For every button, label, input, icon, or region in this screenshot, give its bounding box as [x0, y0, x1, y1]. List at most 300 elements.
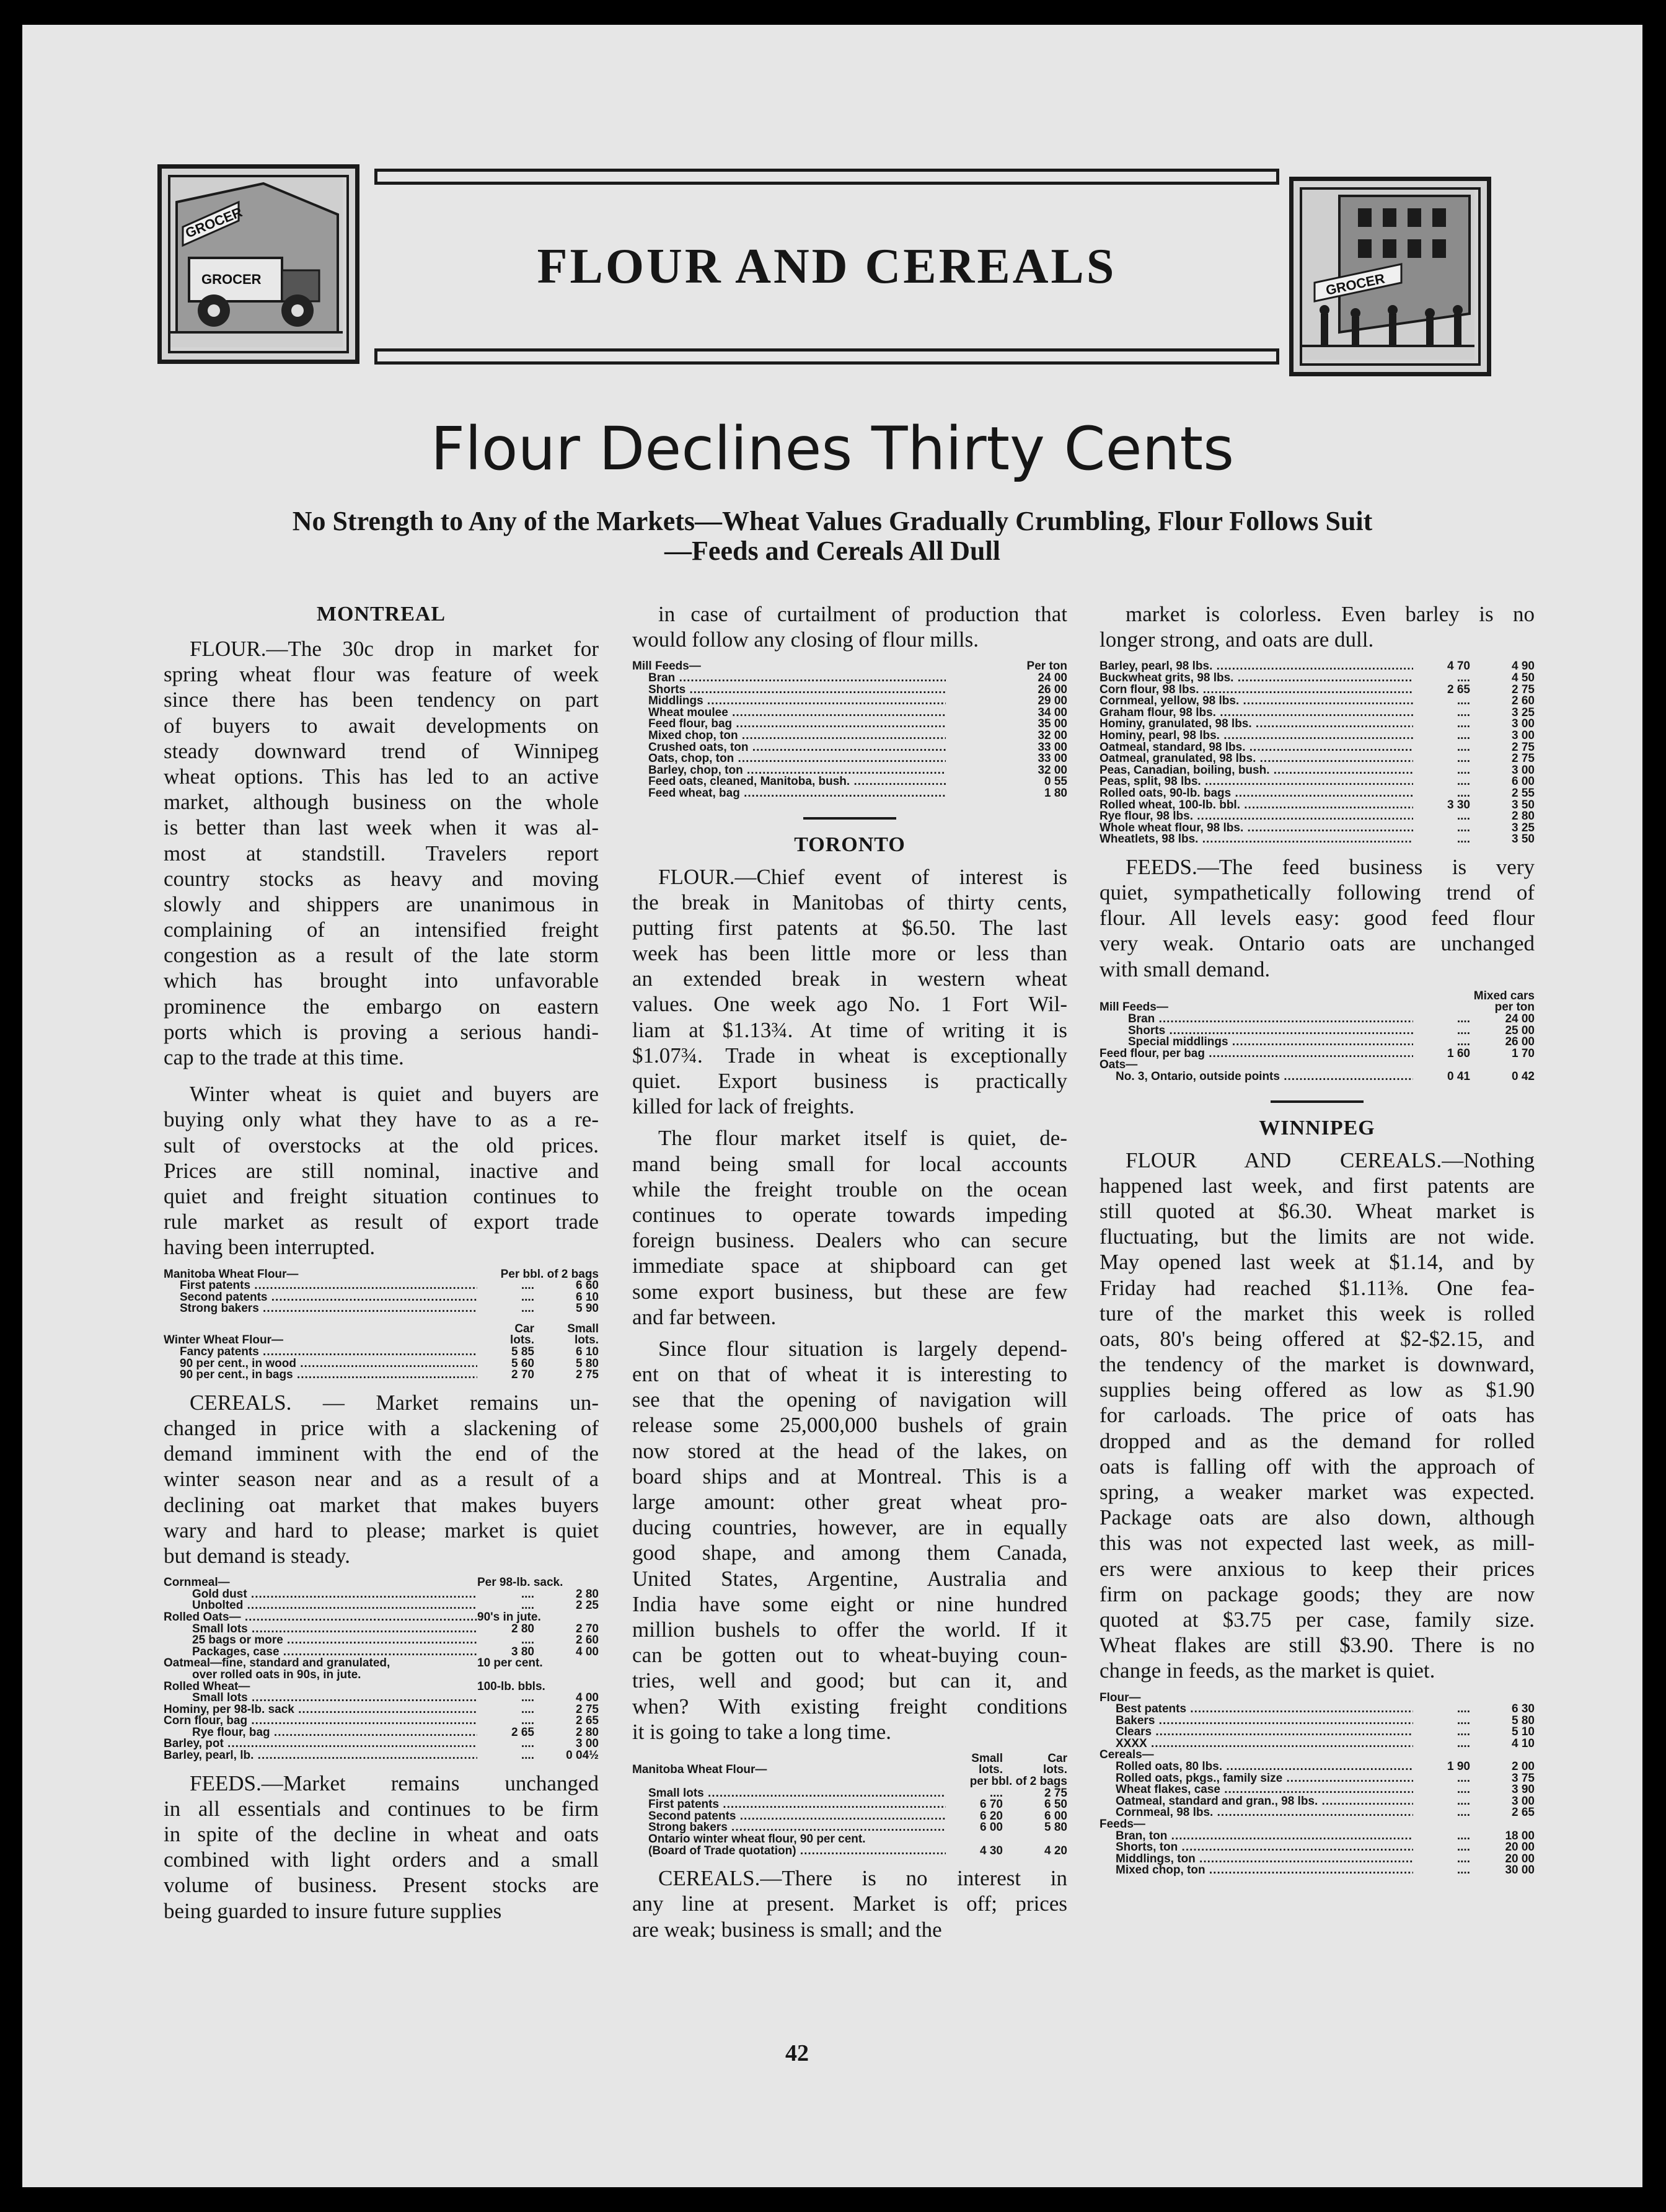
- row-value-2: 0 55: [1044, 775, 1067, 789]
- text-line: liam at $1.13¾. At time of writing it is: [632, 1017, 1067, 1042]
- row-value-1: [946, 719, 1003, 730]
- table-row: [632, 742, 1067, 754]
- row-label: Clears .....: [1100, 1727, 1413, 1738]
- text-line: the tendency of the market is downward,: [1100, 1352, 1535, 1377]
- text-line: combined with light orders and a small: [164, 1847, 599, 1872]
- row-label: Rolled Oats— .....: [164, 1612, 477, 1624]
- table-row: [1100, 811, 1535, 823]
- text-line: happened last week, and first patents are: [1100, 1173, 1535, 1198]
- text-line: with small demand.: [1100, 957, 1271, 981]
- text-line: can be gotten out to wheat-buying coun-: [632, 1643, 1067, 1668]
- text-line: still quoted at $6.30. Wheat market is: [1100, 1198, 1535, 1223]
- row-value-1: Per 98-lb. sack.: [477, 1576, 563, 1590]
- row-value-1: 5 85: [511, 1345, 534, 1359]
- table-row: [1100, 1704, 1535, 1715]
- text-line: which has brought into unfavorable: [164, 968, 599, 993]
- text-line: the break in Manitobas of thirty cents,: [632, 890, 1067, 914]
- row-value-1: ....: [1457, 775, 1470, 789]
- table-row: [164, 1658, 599, 1670]
- row-value-2: [534, 1670, 599, 1681]
- row-label: Wheat flakes, case .....: [1100, 1784, 1413, 1796]
- text-line: wheat options. This has led to an active: [164, 764, 599, 789]
- text-line: rule market as result of export trade: [164, 1210, 599, 1234]
- row-value-1: [946, 753, 1003, 765]
- row-value-1: ....: [1457, 786, 1470, 800]
- row-label: Whole wheat flour, 98 lbs. .....: [1100, 823, 1413, 834]
- text-line: continues to operate towards impeding: [632, 1202, 1067, 1227]
- grocer-sign-store: GROCER: [1324, 270, 1386, 298]
- row-label: First patents .....: [632, 1799, 946, 1811]
- text-line: quiet, sympathetically following trend of: [1100, 880, 1535, 905]
- row-value-2: 4 20: [1044, 1844, 1067, 1857]
- row-label: Unbolted .....: [164, 1600, 477, 1612]
- table-col-header: Car: [514, 1322, 534, 1335]
- row-label: Corn flour, 98 lbs. .....: [1100, 684, 1413, 696]
- row-value-2: 2 75: [576, 1368, 599, 1382]
- text-line: quiet and freight situation continues to: [164, 1183, 599, 1208]
- text-line: but demand is steady.: [164, 1543, 351, 1568]
- row-value-1: ....: [521, 1737, 534, 1751]
- row-label: Oatmeal, granulated, 98 lbs. .....: [1100, 753, 1413, 765]
- row-label: Small lots .....: [164, 1692, 477, 1704]
- table-row: [632, 707, 1067, 719]
- text-line: slowly and shippers are unanimous in: [164, 891, 599, 916]
- text-line: market is colorless. Even barley is no: [1126, 602, 1535, 626]
- row-value-1: [946, 673, 1003, 684]
- row-label: Special middlings .....: [1100, 1037, 1413, 1048]
- text-line: $1.07¾. Trade in wheat is exceptionally: [632, 1043, 1067, 1068]
- table-row: [164, 1577, 599, 1589]
- row-label: Packages, case .....: [164, 1647, 477, 1658]
- row-value-1: ....: [1457, 1714, 1470, 1727]
- row-label: Shorts .....: [632, 684, 946, 696]
- row-label: Feed oats, cleaned, Manitoba, bush. .....: [632, 776, 946, 788]
- row-value-2: 26 00: [1505, 1035, 1535, 1049]
- text-line: while the freight trouble on the ocean: [632, 1177, 1067, 1201]
- row-value-1: ....: [1457, 833, 1470, 846]
- table-row: [1100, 1819, 1535, 1831]
- row-value-1: 2 70: [511, 1368, 534, 1382]
- table-row: [632, 1846, 1067, 1857]
- row-label: Cornmeal—: [164, 1577, 230, 1589]
- text-line: dropped and as the demand for rolled: [1100, 1428, 1535, 1453]
- text-line: immediate space at shipboard can get: [632, 1254, 1067, 1278]
- row-value-2: 3 00: [1512, 763, 1535, 777]
- row-value-2: 0 42: [1512, 1069, 1535, 1083]
- grocer-truck-illustration: [157, 164, 359, 364]
- text-line: fluctuating, but the limits are not wide.: [1100, 1224, 1535, 1249]
- row-value-2: 3 00: [1512, 1794, 1535, 1808]
- row-value-2: 6 30: [1512, 1702, 1535, 1716]
- row-label: Barley, pearl, 98 lbs. .....: [1100, 661, 1413, 673]
- row-label: Mixed chop, ton .....: [1100, 1865, 1413, 1877]
- row-value-2: 1 80: [1044, 786, 1067, 800]
- row-value-1: ....: [1457, 1852, 1470, 1865]
- text-line: would follow any closing of flour mills.: [632, 627, 979, 652]
- truck-icon: [170, 177, 343, 347]
- text-line: being guarded to insure future supplies: [164, 1898, 502, 1923]
- row-value-1: ....: [1457, 810, 1470, 823]
- row-value-2: 2 80: [576, 1587, 599, 1601]
- row-label: Barley, chop, ton .....: [632, 765, 946, 777]
- row-value-2: 2 70: [576, 1622, 599, 1635]
- row-value-2: 2 80: [1512, 810, 1535, 823]
- text-line: FEEDS.—The feed business is very: [1126, 854, 1535, 879]
- table-col-header: Small: [567, 1322, 599, 1335]
- row-label: Peas, Canadian, boiling, bush. .....: [1100, 765, 1413, 777]
- row-label: Oats—: [1100, 1060, 1138, 1071]
- row-value-1: [946, 788, 1003, 800]
- row-value-2: 29 00: [1038, 694, 1067, 708]
- row-value-1: 2 65: [1447, 683, 1470, 696]
- toronto-cereals-table: [1100, 661, 1535, 846]
- text-line: CEREALS.—There is no interest in: [658, 1866, 1067, 1891]
- row-value-1: [946, 684, 1003, 696]
- row-label: Peas, split, 98 lbs. .....: [1100, 776, 1413, 788]
- table-row: [632, 788, 1067, 800]
- row-value-1: 5 60: [511, 1356, 534, 1370]
- row-value-1: ....: [1457, 1035, 1470, 1049]
- row-value-2: 3 50: [1512, 798, 1535, 812]
- text-line: flour. All levels easy: good feed flour: [1100, 906, 1535, 931]
- row-label: Small lots .....: [164, 1624, 477, 1635]
- row-value-1: ....: [1457, 1725, 1470, 1739]
- text-line: FEEDS.—Market remains unchanged: [190, 1771, 599, 1795]
- text-line: FLOUR.—Chief event of interest is: [658, 864, 1067, 889]
- banner-bottom-rule: [374, 348, 1279, 365]
- text-line: when? With existing freight conditions: [632, 1694, 1067, 1719]
- table-col-header: per ton: [1494, 1001, 1535, 1014]
- table-row: [632, 1834, 1067, 1846]
- row-value-2: 2 75: [576, 1702, 599, 1716]
- montreal-heading: MONTREAL: [316, 603, 446, 626]
- row-label: Cereals—: [1100, 1750, 1154, 1762]
- text-line: most at standstill. Travelers report: [164, 841, 599, 865]
- row-value-2: 4 50: [1512, 671, 1535, 684]
- text-line: large amount: other great wheat pro-: [632, 1490, 1067, 1514]
- table-row: [1100, 1865, 1535, 1877]
- text-line: ers were anxious to keep their prices: [1100, 1556, 1535, 1581]
- row-value-1: [946, 776, 1003, 788]
- table-row: [1100, 1738, 1535, 1750]
- row-value-2: 1 70: [1512, 1046, 1535, 1060]
- row-value-2: 34 00: [1038, 706, 1067, 719]
- row-value-1: 1 90: [1447, 1760, 1470, 1774]
- table-row: [1100, 834, 1535, 846]
- row-label: 90 per cent., in wood .....: [164, 1358, 477, 1370]
- row-value-1: ....: [1457, 1783, 1470, 1797]
- row-value-2: 2 75: [1044, 1786, 1067, 1800]
- table-row: [632, 696, 1067, 707]
- row-value-2: 6 00: [1044, 1809, 1067, 1823]
- montreal-feeds-paragraph: [164, 1771, 599, 1924]
- row-label: Oatmeal, standard, 98 lbs. .....: [1100, 742, 1413, 754]
- table-row: [164, 1692, 599, 1704]
- section-divider: [1271, 1100, 1364, 1103]
- row-value-1: ....: [1457, 1864, 1470, 1877]
- row-value-2: 3 75: [1512, 1771, 1535, 1785]
- row-label: (Board of Trade quotation) .....: [632, 1846, 946, 1857]
- text-line: oats, 80's being offered at $2-$2.15, and: [1100, 1326, 1535, 1351]
- text-line: FLOUR AND CEREALS.—Nothing: [1126, 1148, 1535, 1172]
- row-value-2: 6 50: [1044, 1798, 1067, 1812]
- row-value-1: ....: [1457, 1012, 1470, 1025]
- text-line: spring wheat flour was feature of week: [164, 662, 599, 687]
- text-line: are weak; business is small; and the: [632, 1917, 942, 1942]
- table-col-header: lots.: [1042, 1763, 1067, 1777]
- text-line: spring, a weaker market was expected.: [1100, 1480, 1535, 1504]
- row-value-2: 4 00: [576, 1691, 599, 1705]
- row-value-1: ....: [1457, 740, 1470, 754]
- table-row: [632, 684, 1067, 696]
- row-value-2: 24 00: [1038, 671, 1067, 684]
- row-label: Second patents .....: [164, 1292, 477, 1304]
- row-value-1: ....: [1457, 1702, 1470, 1716]
- row-label: Mixed chop, ton .....: [632, 730, 946, 742]
- table-row: [1100, 1761, 1535, 1773]
- text-line: India have some eight or nine hundred: [632, 1591, 1067, 1616]
- row-label: Ontario winter wheat flour, 90 per cent.: [648, 1834, 866, 1846]
- text-line: changed in price with a slackening of: [164, 1416, 599, 1441]
- table-row: [164, 1670, 599, 1681]
- table-row: [164, 1280, 599, 1292]
- row-label: Gold dust .....: [164, 1589, 477, 1601]
- table-row: [632, 753, 1067, 765]
- row-value-2: 2 00: [1512, 1760, 1535, 1774]
- text-line: values. One week ago No. 1 Fort Wil-: [632, 992, 1067, 1017]
- row-value-2: 2 25: [576, 1599, 599, 1613]
- row-label: Rye flour, 98 lbs. .....: [1100, 811, 1413, 823]
- row-label: Fancy patents .....: [164, 1347, 477, 1358]
- table-row: [632, 776, 1067, 788]
- row-value-1: [477, 1670, 534, 1681]
- row-label: Crushed oats, ton .....: [632, 742, 946, 754]
- text-line: country stocks as heavy and moving: [164, 866, 599, 891]
- text-line: for carloads. The price of oats has: [1100, 1403, 1535, 1428]
- row-value-2: [534, 1658, 599, 1670]
- table-col-header: Per bbl. of 2 bags: [500, 1267, 599, 1281]
- row-value-2: [534, 1577, 599, 1589]
- row-value-2: 25 00: [1505, 1024, 1535, 1037]
- row-label: Oatmeal, standard and gran., 98 lbs. .....: [1100, 1796, 1413, 1808]
- row-value-2: 2 55: [1512, 786, 1535, 800]
- row-value-2: 5 90: [576, 1302, 599, 1316]
- row-label: Cornmeal, yellow, 98 lbs. .....: [1100, 696, 1413, 707]
- column-montreal: [164, 603, 599, 1924]
- text-line: FLOUR.—The 30c drop in market for: [190, 637, 599, 661]
- text-line: it is going to take a long time.: [632, 1719, 892, 1744]
- row-value-2: 24 00: [1505, 1012, 1535, 1025]
- row-value-2: 2 65: [576, 1714, 599, 1728]
- toronto-flour-paragraph: [632, 864, 1067, 1120]
- row-value-1: [946, 707, 1003, 719]
- row-value-1: [1413, 1819, 1470, 1831]
- text-line: quoted at $3.75 per case, family size.: [1100, 1607, 1535, 1632]
- row-value-1: ....: [1457, 1829, 1470, 1843]
- column-toronto: [632, 601, 1067, 1942]
- winnipeg-paragraph: [1100, 1148, 1535, 1684]
- row-value-2: 6 60: [576, 1279, 599, 1293]
- table-row: [1100, 1048, 1535, 1060]
- text-line: supplies being offered as low as $1.90: [1100, 1378, 1535, 1402]
- toronto-navigation-paragraph: [632, 1336, 1067, 1745]
- banner-top-rule: [374, 169, 1279, 185]
- row-value-1: ....: [521, 1691, 534, 1705]
- row-label: Shorts, ton .....: [1100, 1842, 1413, 1854]
- table-row: [164, 1369, 599, 1381]
- table-col-header: Per ton: [1026, 660, 1067, 673]
- montreal-winter-paragraph: [164, 1081, 599, 1260]
- table-row: [1100, 673, 1535, 684]
- text-line: in spite of the decline in wheat and oats: [164, 1822, 599, 1847]
- row-label: Oats, chop, ton .....: [632, 753, 946, 765]
- text-line: buying only what they have to as a re-: [164, 1107, 599, 1132]
- row-label: Rye flour, bag .....: [164, 1727, 477, 1739]
- text-line: putting first patents at $6.50. The last: [632, 915, 1067, 940]
- table-row: [164, 1347, 599, 1358]
- row-label: Bran, ton .....: [1100, 1831, 1413, 1843]
- row-value-2: 26 00: [1038, 683, 1067, 696]
- text-line: having been interrupted.: [164, 1235, 376, 1260]
- subheadline-line-1: No Strength to Any of the Markets—Wheat Values Gradually Crumbling, Flour Follows Suit: [292, 506, 1373, 536]
- table-row: [1100, 1071, 1535, 1083]
- row-value-2: 35 00: [1038, 717, 1067, 731]
- text-line: week has been little more or less than: [632, 941, 1067, 966]
- feeds-continued-paragraph: [632, 601, 1067, 652]
- table-col-header: lots.: [574, 1334, 599, 1347]
- text-line: foreign business. Dealers who can secure: [632, 1228, 1067, 1253]
- row-value-1: 100-lb. bbls.: [477, 1679, 545, 1693]
- row-label: Bakers .....: [1100, 1715, 1413, 1727]
- text-line: now stored at the head of the lakes, on: [632, 1438, 1067, 1463]
- row-label: Rolled oats, pkgs., family size .....: [1100, 1773, 1413, 1785]
- row-label: Hominy, granulated, 98 lbs. .....: [1100, 719, 1413, 730]
- row-value-2: 20 00: [1505, 1841, 1535, 1854]
- text-line: Prices are still nominal, inactive and: [164, 1158, 599, 1183]
- row-label: Bran .....: [1100, 1014, 1413, 1025]
- row-label: Feed flour, per bag .....: [1100, 1048, 1413, 1060]
- text-line: CEREALS. — Market remains un-: [190, 1390, 599, 1415]
- row-value-1: [946, 765, 1003, 777]
- text-line: change in feeds, as the market is quiet.: [1100, 1658, 1435, 1683]
- row-value-2: 5 80: [1044, 1821, 1067, 1834]
- row-value-1: [946, 742, 1003, 754]
- text-line: wary and hard to please; market is quiet: [164, 1518, 599, 1542]
- row-value-1: ....: [521, 1749, 534, 1763]
- text-line: winter season near and as a result of a: [164, 1467, 599, 1492]
- text-line: this was not expected last week, as mill-: [1100, 1531, 1535, 1555]
- montreal-cereals-paragraph: [164, 1390, 599, 1568]
- row-value-1: ....: [1457, 671, 1470, 684]
- table-title: Mill Feeds—: [632, 661, 701, 673]
- text-line: of buyers to await developments on: [164, 713, 599, 738]
- row-value-1: ....: [1457, 1771, 1470, 1785]
- row-value-1: 3 30: [1447, 798, 1470, 812]
- row-value-2: 5 10: [1512, 1725, 1535, 1739]
- row-label: Small lots .....: [632, 1788, 946, 1800]
- row-label: Oatmeal—fine, standard and granulated,: [164, 1658, 390, 1670]
- table-row: [1100, 753, 1535, 765]
- text-line: Friday had reached $1.11⅜. One fea-: [1100, 1275, 1535, 1300]
- table-row: [632, 673, 1067, 684]
- row-label: Wheatlets, 98 lbs. .....: [1100, 834, 1413, 846]
- winnipeg-heading: WINNIPEG: [1259, 1116, 1375, 1139]
- table-row: [1100, 1014, 1535, 1025]
- row-label: Bran .....: [632, 673, 946, 684]
- row-value-1: 2 80: [511, 1622, 534, 1635]
- row-label: Middlings, ton .....: [1100, 1854, 1413, 1865]
- toronto-heading: TORONTO: [794, 833, 906, 856]
- table-col-header: lots.: [509, 1334, 534, 1347]
- row-value-1: ....: [1457, 1736, 1470, 1750]
- text-line: and far between.: [632, 1304, 777, 1329]
- row-value-1: ....: [1457, 1841, 1470, 1854]
- row-value-2: 3 90: [1512, 1783, 1535, 1797]
- table-row: [632, 719, 1067, 730]
- row-value-2: [1470, 1819, 1535, 1831]
- column-winnipeg: [1100, 601, 1535, 1885]
- table-row: [1100, 730, 1535, 742]
- row-label: Graham flour, 98 lbs. .....: [1100, 707, 1413, 719]
- row-label: Corn flour, bag .....: [164, 1715, 477, 1727]
- section-divider: [803, 817, 896, 820]
- row-value-1: 4 30: [980, 1844, 1003, 1857]
- text-line: in case of curtailment of production that: [658, 602, 1067, 626]
- text-line: firm on package goods; they are now: [1100, 1582, 1535, 1606]
- montreal-winter-table: [164, 1324, 599, 1381]
- text-line: volume of business. Present stocks are: [164, 1873, 599, 1898]
- row-value-2: 3 25: [1512, 821, 1535, 834]
- row-label: Strong bakers .....: [164, 1303, 477, 1315]
- row-label: Wheat moulee .....: [632, 707, 946, 719]
- row-value-1: ....: [1457, 706, 1470, 719]
- text-line: is better than last week when it was al-: [164, 815, 599, 840]
- toronto-feeds-table: [1100, 991, 1535, 1083]
- storefront-icon: [1302, 190, 1474, 360]
- row-value-1: [946, 730, 1003, 742]
- text-line: market, although business on the whole: [164, 790, 599, 815]
- row-value-1: 6 00: [980, 1821, 1003, 1834]
- text-line: in all essentials and continues to be firm: [164, 1796, 599, 1821]
- text-line: declining oat market that makes buyers: [164, 1492, 599, 1517]
- row-value-2: 0 04½: [566, 1749, 599, 1763]
- text-line: sult of overstocks at the old prices.: [164, 1133, 599, 1157]
- row-value-2: 2 60: [576, 1634, 599, 1647]
- row-value-2: 4 00: [576, 1645, 599, 1658]
- text-line: any line at present. Market is off; prices: [632, 1891, 1067, 1916]
- text-line: board ships and at Montreal. This is a: [632, 1464, 1067, 1489]
- row-value-2: [534, 1612, 599, 1624]
- table-col-header: Car: [1047, 1751, 1067, 1765]
- row-value-1: [946, 1834, 1003, 1846]
- row-value-2: 6 00: [1512, 775, 1535, 789]
- text-line: million bushels to offer the world. If it: [632, 1617, 1067, 1642]
- toronto-feeds-paragraph: [1100, 854, 1535, 982]
- row-label: Second patents .....: [632, 1811, 946, 1823]
- row-value-2: 2 75: [1512, 752, 1535, 766]
- text-line: prominence the embargo on eastern: [164, 994, 599, 1019]
- table-col-header: Mixed cars: [1473, 989, 1535, 1002]
- row-value-1: ....: [1457, 763, 1470, 777]
- row-value-1: ....: [521, 1279, 534, 1293]
- text-line: Since flour situation is largely depend-: [658, 1336, 1067, 1361]
- row-value-1: 3 80: [511, 1645, 534, 1658]
- row-value-2: 3 25: [1512, 706, 1535, 719]
- magazine-page: [22, 25, 1642, 2187]
- row-label: No. 3, Ontario, outside points .....: [1100, 1071, 1413, 1083]
- row-value-2: 4 10: [1512, 1736, 1535, 1750]
- text-line: very weak. Ontario oats are unchanged: [1100, 931, 1535, 956]
